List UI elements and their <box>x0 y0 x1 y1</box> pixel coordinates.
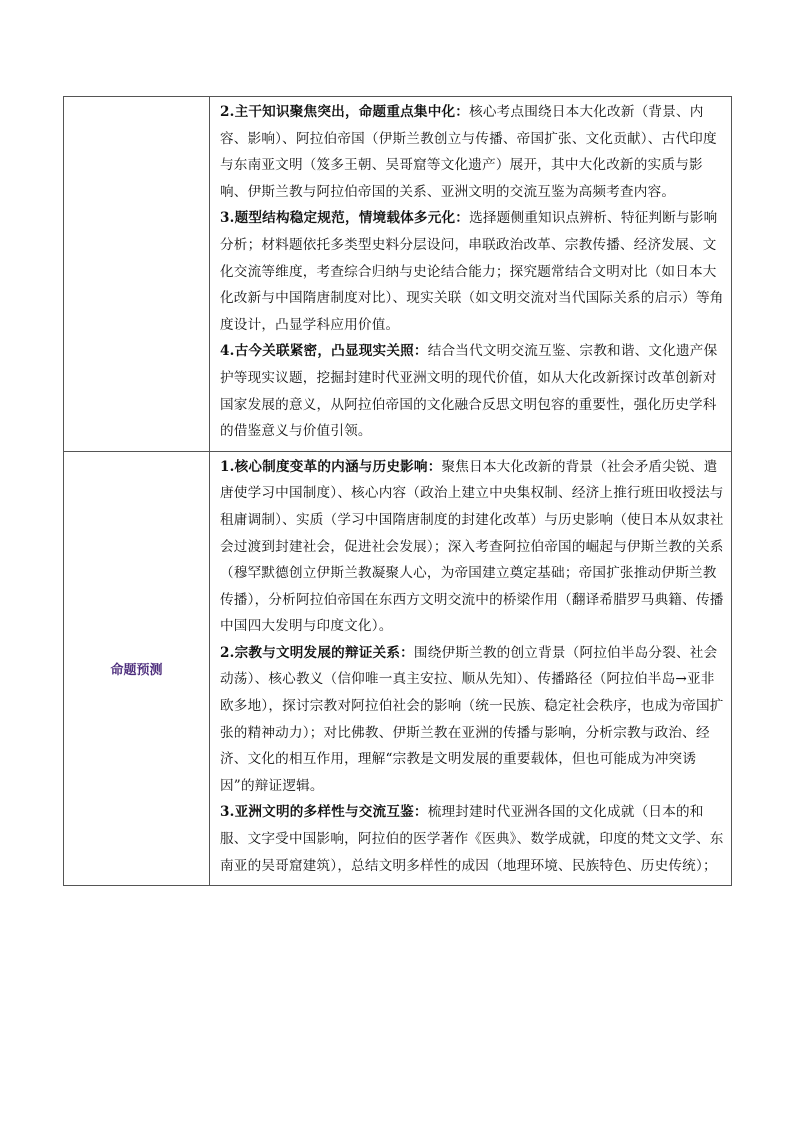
paragraph <box>220 205 725 338</box>
section-label-cell <box>64 451 210 886</box>
table-row <box>64 451 732 886</box>
paragraph-text: 聚焦日本大化改新的背景（社会矛盾尖锐、遣唐使学习中国制度）、核心内容（政治上建立中央集权制、经济上推行班田收授法与租庸调制）、实质（学习中国隋唐制度的封建化改革）与历史影响（使日本从奴隶社会过渡到封建社会，促进社会发展）；深入考查阿拉伯帝国的崛起与伊斯兰教的关系（穆罕默德创立伊斯兰教凝聚人心，为帝国建立奠定基础；帝国扩张推动伊斯兰教传播），分析阿拉伯帝国在东西方文明交流中的桥梁作用（翻译希腊罗马典籍、传播中国四大发明与印度文化）。 <box>220 458 724 635</box>
paragraph-lead: 2.主干知识聚焦突出，命题重点集中化： <box>220 104 470 120</box>
paragraph-lead: 1.核心制度变革的内涵与历史影响： <box>220 458 442 475</box>
section-content-cell <box>210 97 732 452</box>
paragraph-text: 选择题侧重知识点辨析、特征判断与影响分析；材料题依托多类型史料分层设问，串联政治改革、宗教传播、经济发展、文化交流等维度，考查综合归纳与史论结合能力；探究题常结合文明对比（如日本大化改新与中国隋唐制度对比）、现实关联（如文明交流对当代国际关系的启示）等角度设计，凸显学科应用价值。 <box>220 210 724 333</box>
content-table <box>63 96 732 886</box>
paragraph-lead: 4.古今关联紧密，凸显现实关照： <box>220 343 428 360</box>
paragraph-lead: 3.题型结构稳定规范，情境载体多元化： <box>220 210 470 227</box>
paragraph-text: 围绕伊斯兰教的创立背景（阿拉伯半岛分裂、社会动荡）、核心教义（信仰唯一真主安拉、顺从先知）、传播路径（阿拉伯半岛→亚非欧多地），探讨宗教对阿拉伯社会的影响（统一民族、稳定社会秩序，也成为帝国扩张的精神动力）；对比佛教、伊斯兰教在亚洲的传播与影响，分析宗教与政治、经济、文化的相互作用，理解“宗教是文明发展的重要载体，但也可能成为冲突诱因”的辩证逻辑。 <box>220 644 724 794</box>
paragraph <box>220 640 725 800</box>
paragraph <box>220 799 725 879</box>
paragraph-lead: 3.亚洲文明的多样性与交流互鉴： <box>220 804 428 821</box>
paragraph <box>220 338 725 444</box>
paragraph-text: 结合当代文明交流互鉴、宗教和谐、文化遗产保护等现实议题，挖掘封建时代亚洲文明的现代价值，如从大化改新探讨改革创新对国家发展的意义，从阿拉伯帝国的文化融合反思文明包容的重要性，强化历史学科的借鉴意义与价值引领。 <box>220 343 718 440</box>
paragraph-lead: 2.宗教与文明发展的辩证关系： <box>220 644 414 661</box>
paragraph-text: 核心考点围绕日本大化改新（背景、内容、影响）、阿拉伯帝国（伊斯兰教创立与传播、帝国扩张、文化贡献）、古代印度与东南亚文明（笈多王朝、吴哥窟等文化遗产）展开，其中大化改新的实质与影响、伊斯兰教与阿拉伯帝国的关系、亚洲文明的交流互鉴为高频考查内容。 <box>220 104 717 200</box>
section-content-cell <box>210 451 732 886</box>
paragraph <box>220 99 725 205</box>
paragraph <box>220 454 725 640</box>
section-label-cell <box>64 97 210 452</box>
section-label: 命题预测 <box>110 662 163 678</box>
paragraph-text: 梳理封建时代亚洲各国的文化成就（日本的和服、文字受中国影响，阿拉伯的医学著作《医典》、数学成就，印度的梵文文学、东南亚的吴哥窟建筑），总结文明多样性的成因（地理环境、民族特色、历史传统）； <box>220 804 724 874</box>
table-row <box>64 97 732 452</box>
